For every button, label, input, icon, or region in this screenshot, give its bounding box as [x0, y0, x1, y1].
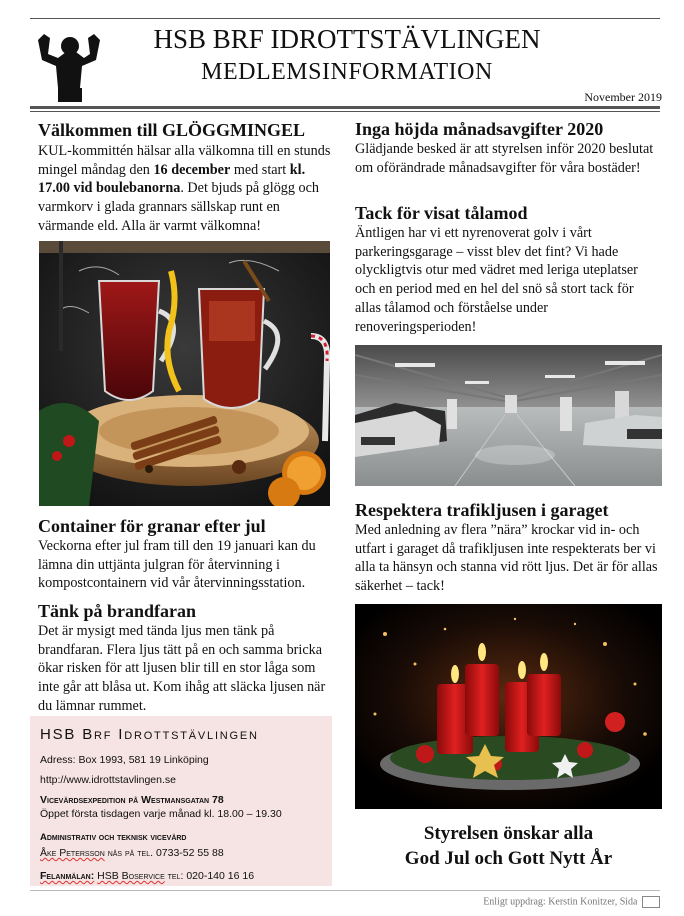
office-heading: Vicevärdsexpedition på Westmansgatan 78 — [40, 794, 224, 806]
fault-label: Felanmälan: — [40, 870, 95, 882]
container-text: Veckorna efter jul fram till den 19 januari kan du lämna din uttjänta julgran för återvinning i kompostcontainern vid vår återvinningsstation. — [38, 538, 316, 592]
top-rule — [30, 18, 660, 19]
article-avgift — [355, 118, 660, 177]
article-trafik — [355, 499, 660, 596]
trafik-heading: Respektera trafikljusen i garaget — [355, 500, 609, 520]
glogg-text: KUL-kommittén hälsar alla välkomna till en stunds mingel måndag den 16 december med start kl. 17.00 vid boulebanorna. Det bjuds på glögg och varmkorv i glada grannars sällskap runt en värmande eld. Alla är varmt välkomna! — [38, 143, 331, 234]
fault-line: Felanmälan: HSB Boservice tel: 020-140 16 16 — [40, 870, 255, 882]
brand-text: Det är mysigt med tända ljus men tänk på brandfaran. Flera ljus tätt på en och samma bricka ökar risken för att ljusen blir till en stor låga som inte går att blåsa ut. Kom ihåg att släcka ljusen när du lämnar rummet. — [38, 623, 326, 714]
glogg-date: 16 december — [153, 161, 231, 178]
manager-name: Åke Petersson — [40, 847, 105, 859]
glogg-heading: Välkommen till GLÖGGMINGEL — [38, 120, 306, 140]
talamod-text: Äntligen har vi ett nyrenoverat golv i vårt parkeringsgarage – visst blev det fint? Vi hade olyckligtvis otur med vädret med leriga uteplatser och en period med en hel del snö så stort tack för allas tålamod och förståelse under renoveringsperioden! — [355, 225, 638, 335]
fault-phone: 020-140 16 16 — [186, 870, 255, 882]
advent-candles-photo — [355, 604, 662, 809]
article-glogg — [38, 118, 338, 236]
avgift-heading: Inga höjda månadsavgifter 2020 — [355, 119, 604, 139]
contact-org: HSB Brf Idrottstävlingen — [40, 726, 259, 743]
contact-box — [30, 716, 332, 886]
greeting-line-2: God Jul och Gott Nytt År — [404, 848, 613, 869]
contact-address: Adress: Box 1993, 581 19 Linköping — [40, 754, 209, 766]
issue-date: November 2019 — [584, 90, 662, 104]
glogg-photo — [39, 241, 330, 506]
article-container — [38, 515, 338, 593]
brand-heading: Tänk på brandfaran — [38, 601, 197, 621]
container-heading: Container för granar efter jul — [38, 516, 266, 536]
trafik-text: Med anledning av flera ”nära” krockar vid in- och utfart i garaget då trafikljusen inte respekterats ber vi alla ta hänsyn och stanna vid rött ljus. Det är för allas säkerhet – tack! — [355, 522, 658, 595]
bottom-rule — [30, 890, 660, 891]
avgift-text: Glädjande besked är att styrelsen inför 2020 beslutat om oförändrade månadsavgifter för våra bostäder! — [355, 141, 654, 176]
glogg-time-place: kl. 17.00 vid boulebanorna — [38, 161, 306, 197]
article-brand — [38, 600, 338, 716]
office-hours: Öppet första tisdagen varje månad kl. 18.00 – 19.30 — [40, 808, 282, 820]
logo — [32, 26, 104, 104]
masthead-rule-thin — [30, 111, 660, 112]
article-talamod — [355, 202, 660, 336]
masthead-subtitle: MEDLEMSINFORMATION — [201, 59, 493, 85]
talamod-heading: Tack för visat tålamod — [355, 203, 528, 223]
manager-heading: Administrativ och teknisk vicevärd — [40, 832, 187, 843]
masthead-title: HSB BRF IDROTTSTÄVLINGEN — [153, 24, 541, 54]
garage-photo — [355, 345, 662, 486]
fault-company: HSB Boservice — [97, 870, 165, 882]
contact-url[interactable]: http://www.idrottstavlingen.se — [40, 774, 176, 786]
manager-line: Åke Petersson nås på tel. 0733-52 55 88 — [40, 847, 224, 859]
page-number-icon — [642, 896, 660, 908]
greeting-line-1: Styrelsen önskar alla — [423, 823, 594, 844]
manager-phone: 0733-52 55 88 — [155, 847, 224, 859]
masthead-rule-thick — [30, 106, 660, 109]
footer-credit: Enligt uppdrag: Kerstin Konitzer, Sida — [360, 896, 660, 908]
